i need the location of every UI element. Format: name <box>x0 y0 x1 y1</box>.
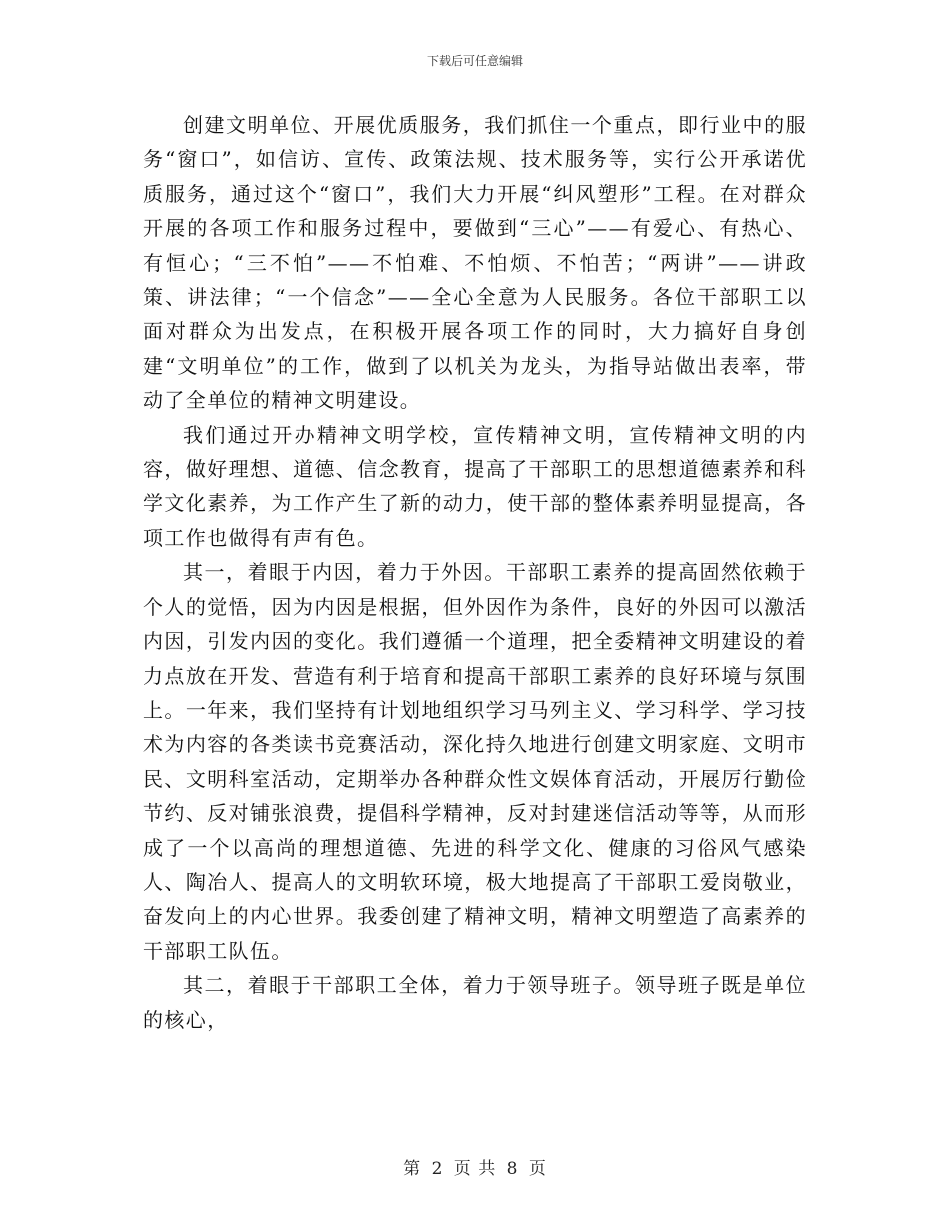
current-page-number: 2 <box>431 1159 444 1179</box>
document-body <box>143 108 807 1037</box>
paragraph-2: 我们通过开办精神文明学校，宣传精神文明，宣传精神文明的内容，做好理想、道德、信念教育，提高了干部职工的思想道德素养和科学文化素养，为工作产生了新的动力，使干部的整体素养明显提高，各项工作也做得有声有色。 <box>143 422 807 550</box>
paragraph-3: 其一，着眼于内因，着力于外因。干部职工素养的提高固然依赖于个人的觉悟，因为内因是根据，但外因作为条件，良好的外因可以激活内因，引发内因的变化。我们遵循一个道理，把全委精神文明建设的着力点放在开发、营造有利于培育和提高干部职工素养的良好环境与氛围上。一年来，我们坚持有计划地组织学习马列主义、学习科学、学习技术为内容的各类读书竞赛活动，深化持久地进行创建文明家庭、文明市民、文明科室活动，定期举办各种群众性文娱体育活动，开展厉行勤俭节约、反对铺张浪费，提倡科学精神，反对封建迷信活动等等，从而形成了一个以高尚的理想道德、先进的科学文化、健康的习俗风气感染人、陶冶人、提高人的文明软环境，极大地提高了干部职工爱岗敬业，奋发向上的内心世界。我委创建了精神文明，精神文明塑造了高素养的干部职工队伍。 <box>143 560 807 963</box>
paragraph-1: 创建文明单位、开展优质服务，我们抓住一个重点，即行业中的服务“窗口”，如信访、宣传、政策法规、技术服务等，实行公开承诺优质服务，通过这个“窗口”，我们大力开展“纠风塑形”工程。在对群众开展的各项工作和服务过程中，要做到“三心”——有爱心、有热心、有恒心；“三不怕”——不怕难、不怕烦、不怕苦；“两讲”——讲政策、讲法律；“一个信念”——全心全意为人民服务。各位干部职工以面对群众为出发点，在积极开展各项工作的同时，大力搞好自身创建“文明单位”的工作，做到了以机关为龙头，为指导站做出表率，带动了全单位的精神文明建设。 <box>143 113 807 413</box>
footer-suffix: 页 <box>528 1159 547 1179</box>
page-header: 下载后可任意编辑 <box>426 54 523 68</box>
footer-middle: 页 共 <box>453 1159 497 1179</box>
page-footer <box>0 1154 950 1179</box>
total-pages-number: 8 <box>506 1159 519 1179</box>
paragraph-4: 其二，着眼于干部职工全体，着力于领导班子。领导班子既是单位的核心， <box>143 973 807 1032</box>
footer-prefix: 第 <box>403 1159 422 1179</box>
